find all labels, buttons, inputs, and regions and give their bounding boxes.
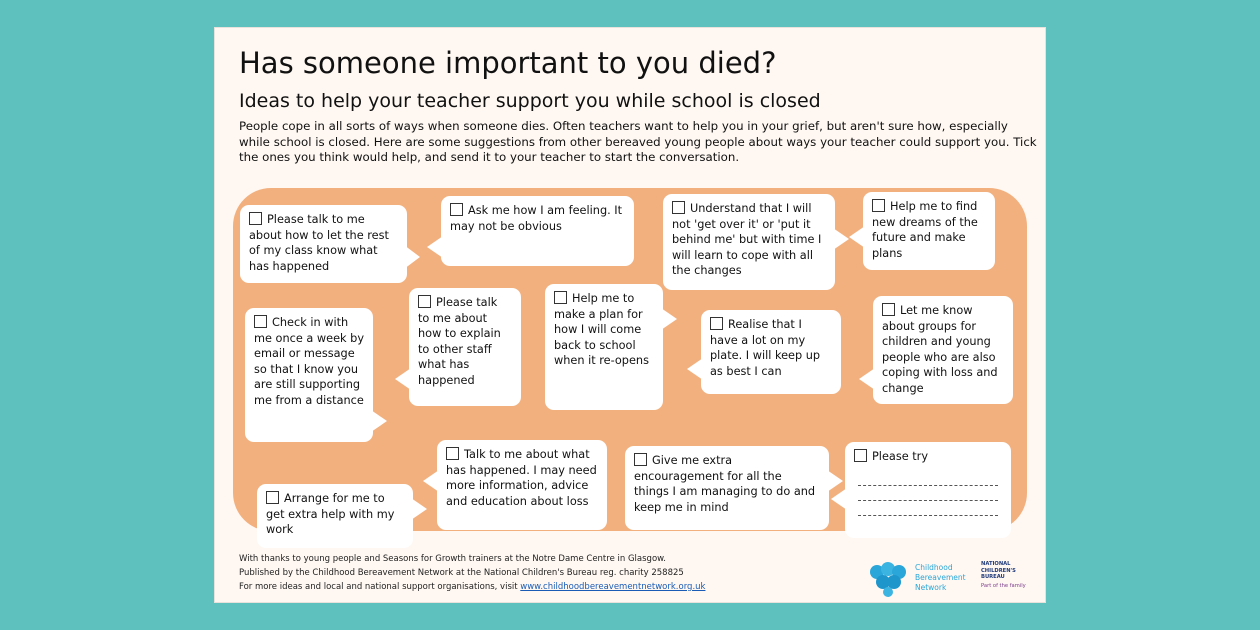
ncb-line: BUREAU	[981, 574, 1005, 581]
suggestion-text: Give me extra encouragement for all the things I am managing to do and keep me in mind	[634, 454, 816, 514]
suggestion-bubble	[409, 288, 521, 406]
write-line[interactable]	[858, 471, 998, 486]
suggestion-text: Ask me how I am feeling. It may not be obvious	[450, 204, 623, 233]
suggestion-checkbox[interactable]	[854, 449, 867, 462]
suggestion-text: Realise that I have a lot on my plate. I will keep up as best I can	[710, 318, 821, 378]
suggestion-checkbox[interactable]	[418, 295, 431, 308]
ncb-logo	[981, 561, 1041, 599]
suggestion-checkbox[interactable]	[672, 201, 685, 214]
suggestion-checkbox[interactable]	[882, 303, 895, 316]
speech-tail	[371, 410, 387, 432]
suggestions-board	[233, 188, 1027, 536]
speech-tail	[831, 488, 847, 510]
speech-tail	[833, 228, 849, 250]
footer-more	[239, 580, 705, 594]
suggestion-bubble	[625, 446, 829, 530]
speech-tail	[849, 226, 865, 248]
please-try-bubble	[845, 442, 1011, 538]
suggestion-checkbox[interactable]	[266, 491, 279, 504]
suggestion-bubble	[663, 194, 835, 290]
cbn-logo-text	[915, 563, 966, 593]
suggestion-text: Please talk to me about how to explain to other staff what has happened	[418, 296, 501, 387]
cbn-line: Childhood	[915, 563, 953, 572]
suggestion-text: Check in with me once a week by email or message so that I know you are still supporting me from a distance	[254, 316, 365, 407]
website-link[interactable]: www.childhoodbereavementnetwork.org.uk	[520, 582, 706, 592]
suggestion-bubble	[545, 284, 663, 410]
speech-tail	[859, 368, 875, 390]
speech-tail	[404, 245, 420, 269]
suggestion-checkbox[interactable]	[554, 291, 567, 304]
cbn-logo-icon	[865, 560, 911, 598]
ncb-line: NATIONAL	[981, 561, 1011, 567]
footer-published: Published by the Childhood Bereavement Network at the National Children's Bureau reg. charity 258825	[239, 568, 684, 578]
cbn-line: Bereavement	[915, 573, 966, 582]
suggestion-checkbox[interactable]	[872, 199, 885, 212]
ncb-tagline: Part of the family	[981, 582, 1026, 589]
suggestion-bubble	[873, 296, 1013, 404]
suggestion-checkbox[interactable]	[249, 212, 262, 225]
ncb-line: CHILDREN'S	[981, 567, 1016, 574]
speech-tail	[661, 308, 677, 330]
footer-more-prefix: For more ideas and local and national support organisations, visit	[239, 582, 521, 592]
suggestion-checkbox[interactable]	[634, 453, 647, 466]
page-title: Has someone important to you died?	[239, 46, 777, 80]
write-line[interactable]	[858, 501, 998, 516]
suggestion-bubble	[437, 440, 607, 530]
poster	[214, 27, 1046, 603]
write-in-lines[interactable]	[854, 471, 1002, 516]
suggestion-checkbox[interactable]	[254, 315, 267, 328]
suggestion-checkbox[interactable]	[450, 203, 463, 216]
suggestion-text: Let me know about groups for children and young people who are also coping with loss and change	[882, 304, 998, 395]
suggestion-checkbox[interactable]	[446, 447, 459, 460]
cbn-line: Network	[915, 583, 947, 592]
speech-tail	[411, 498, 427, 520]
suggestion-bubble	[240, 205, 407, 283]
suggestion-text: Please talk to me about how to let the rest of my class know what has happened	[249, 213, 389, 273]
page-subtitle: Ideas to help your teacher support you while school is closed	[239, 90, 821, 112]
suggestion-text: Understand that I will not 'get over it' or 'put it behind me' but with time I will learn to cope with all the changes	[672, 202, 822, 277]
footer-thanks: With thanks to young people and Seasons for Growth trainers at the Notre Dame Centre in Glasgow.	[239, 554, 667, 564]
speech-tail	[687, 358, 703, 380]
speech-tail	[427, 236, 443, 258]
suggestion-bubble	[257, 484, 413, 548]
intro-text: People cope in all sorts of ways when someone dies. Often teachers want to help you in your grief, but aren't sure how, especially while school is closed. Here are some suggestions from other bereaved young people about ways your teacher could support you. Tick the ones you think would help, and send it to your teacher to start the conversation.	[239, 119, 1037, 165]
suggestion-text: Arrange for me to get extra help with my work	[266, 492, 395, 536]
suggestion-checkbox[interactable]	[710, 317, 723, 330]
suggestion-text: Talk to me about what has happened. I may need more information, advice and education about loss	[446, 448, 597, 508]
suggestion-bubble	[863, 192, 995, 270]
suggestion-bubble	[701, 310, 841, 394]
suggestion-text: Help me to find new dreams of the future and make plans	[872, 200, 978, 260]
write-line[interactable]	[858, 486, 998, 501]
footer	[239, 552, 705, 594]
suggestion-text: Help me to make a plan for how I will come back to school when it re-opens	[554, 292, 649, 367]
suggestion-bubble	[441, 196, 634, 266]
suggestion-text: Please try	[872, 450, 929, 463]
speech-tail	[395, 368, 411, 390]
suggestion-bubble	[245, 308, 373, 442]
childhood-bereavement-network-logo	[865, 560, 975, 600]
speech-tail	[423, 470, 439, 492]
